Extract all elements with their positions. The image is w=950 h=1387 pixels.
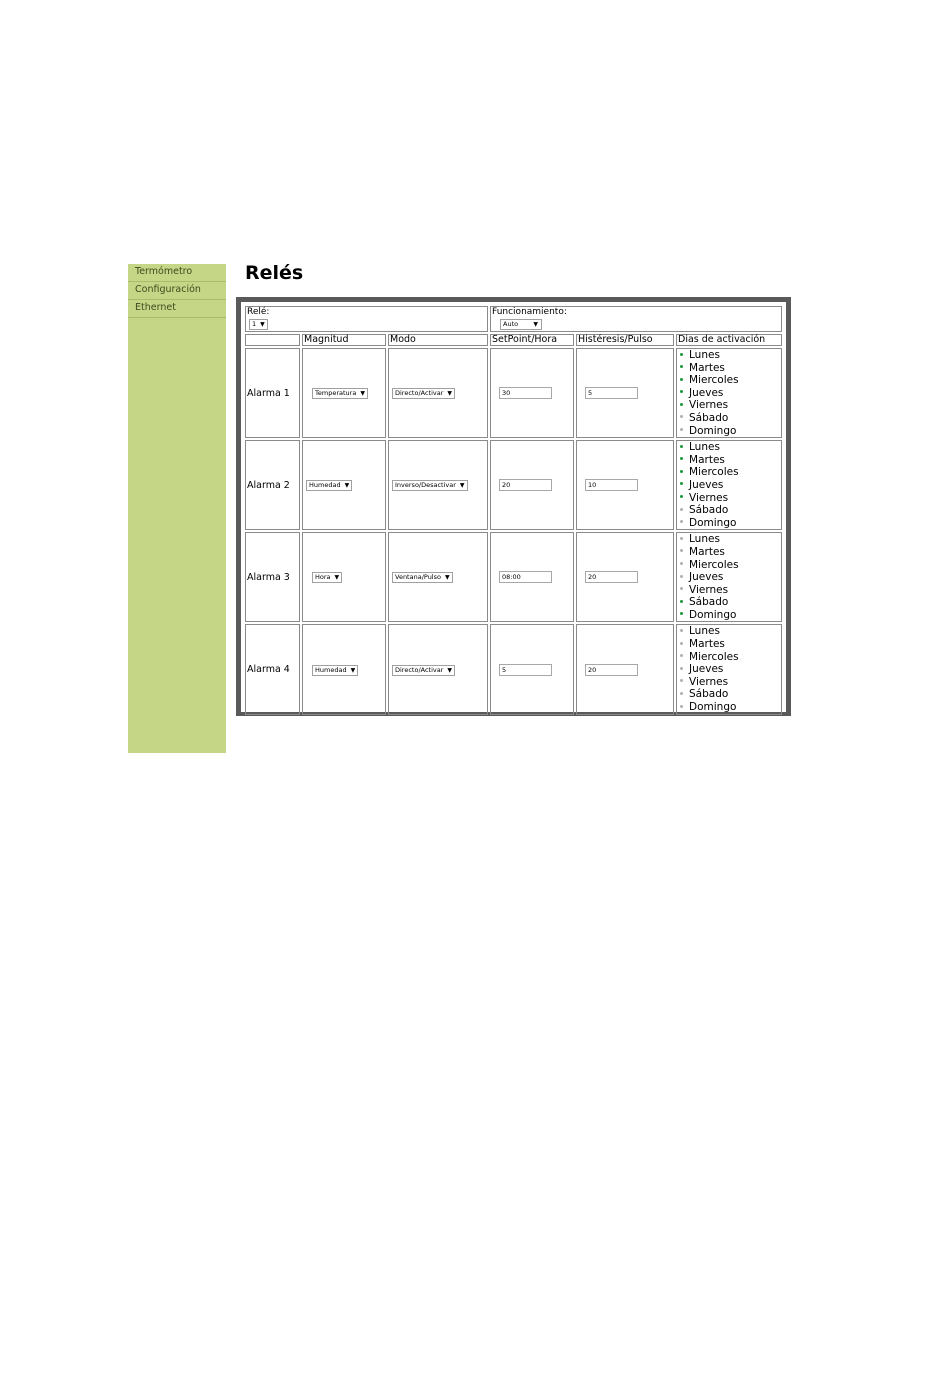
nav-item-configuracion[interactable]: Configuración <box>128 282 226 300</box>
setpoint-input[interactable]: 20 <box>499 479 552 491</box>
magnitud-select[interactable] <box>306 480 352 491</box>
dropdown-arrow-icon: ▼ <box>447 666 453 674</box>
relay-select-value: 1 <box>252 320 257 328</box>
active-day-bullet-icon <box>680 365 683 368</box>
alarm-name: Alarma 4 <box>245 624 300 714</box>
active-day-bullet-icon <box>680 612 683 615</box>
modo-select-value: Inverso/Desactivar <box>395 481 456 490</box>
day-item[interactable] <box>680 349 780 362</box>
day-label: Miercoles <box>689 466 739 479</box>
histeresis-input[interactable]: 20 <box>585 664 638 676</box>
modo-select-value: Ventana/Pulso <box>395 573 441 582</box>
magnitud-select[interactable] <box>312 572 342 583</box>
dropdown-arrow-icon: ▼ <box>447 390 453 398</box>
alarm-name: Alarma 1 <box>245 348 300 438</box>
dropdown-arrow-icon: ▼ <box>533 321 539 328</box>
column-header-modo: Modo <box>388 334 488 346</box>
magnitud-select-value: Hora <box>315 573 331 582</box>
activation-days <box>676 532 782 622</box>
column-header-dias: Dias de activación <box>676 334 782 346</box>
days-list <box>678 625 780 713</box>
column-header-alarm <box>245 334 300 346</box>
magnitud-select-value: Humedad <box>315 665 347 674</box>
day-label: Sábado <box>689 596 729 609</box>
day-item[interactable] <box>680 651 780 664</box>
modo-select[interactable] <box>392 388 455 399</box>
inactive-day-bullet-icon <box>680 642 683 645</box>
relay-panel <box>236 297 791 716</box>
magnitud-select-value: Humedad <box>309 481 341 490</box>
active-day-bullet-icon <box>680 445 683 448</box>
day-item[interactable] <box>680 584 780 597</box>
page-title: Relés <box>245 262 304 284</box>
inactive-day-bullet-icon <box>680 537 683 540</box>
day-label: Martes <box>689 453 725 466</box>
relay-select[interactable] <box>249 319 268 330</box>
day-item[interactable] <box>680 609 780 622</box>
inactive-day-bullet-icon <box>680 629 683 632</box>
day-item[interactable] <box>680 571 780 584</box>
alarm-row <box>245 440 782 530</box>
day-label: Domingo <box>689 608 737 621</box>
day-item[interactable] <box>680 596 780 609</box>
day-item[interactable] <box>680 492 780 505</box>
day-item[interactable] <box>680 454 780 467</box>
day-label: Sábado <box>689 411 729 424</box>
day-item[interactable] <box>680 638 780 651</box>
day-label: Viernes <box>689 399 729 412</box>
active-day-bullet-icon <box>680 600 683 603</box>
day-label: Viernes <box>689 675 729 688</box>
day-label: Viernes <box>689 583 729 596</box>
dropdown-arrow-icon: ▼ <box>444 574 450 582</box>
inactive-day-bullet-icon <box>680 654 683 657</box>
setpoint-input[interactable]: 30 <box>499 387 552 399</box>
column-header-setpoint: SetPoint/Hora <box>490 334 574 346</box>
day-item[interactable] <box>680 663 780 676</box>
day-label: Martes <box>689 361 725 374</box>
day-item[interactable] <box>680 688 780 701</box>
day-label: Lunes <box>689 441 720 454</box>
active-day-bullet-icon <box>680 378 683 381</box>
day-item[interactable] <box>680 387 780 400</box>
inactive-day-bullet-icon <box>680 562 683 565</box>
magnitud-select[interactable] <box>312 665 358 676</box>
magnitud-select[interactable] <box>312 388 368 399</box>
day-item[interactable] <box>680 374 780 387</box>
dropdown-arrow-icon: ▼ <box>459 482 465 490</box>
alarm-name: Alarma 3 <box>245 532 300 622</box>
alarm-row <box>245 624 782 714</box>
day-label: Miercoles <box>689 558 739 571</box>
active-day-bullet-icon <box>680 495 683 498</box>
histeresis-input[interactable]: 20 <box>585 571 638 583</box>
alarm-row <box>245 532 782 622</box>
day-item[interactable] <box>680 701 780 714</box>
inactive-day-bullet-icon <box>680 549 683 552</box>
day-item[interactable] <box>680 479 780 492</box>
active-day-bullet-icon <box>680 470 683 473</box>
inactive-day-bullet-icon <box>680 575 683 578</box>
dropdown-arrow-icon: ▼ <box>360 390 365 398</box>
column-header-histeresis: Histéresis/Pulso <box>576 334 674 346</box>
nav-item-ethernet[interactable]: Ethernet <box>128 300 226 318</box>
inactive-day-bullet-icon <box>680 692 683 695</box>
inactive-day-bullet-icon <box>680 428 683 431</box>
day-item[interactable] <box>680 441 780 454</box>
active-day-bullet-icon <box>680 457 683 460</box>
day-label: Lunes <box>689 533 720 546</box>
inactive-day-bullet-icon <box>680 705 683 708</box>
modo-select[interactable] <box>392 665 455 676</box>
relay-cell <box>245 306 488 332</box>
histeresis-input[interactable]: 5 <box>585 387 638 399</box>
funcionamiento-cell <box>490 306 782 332</box>
funcionamiento-select[interactable] <box>500 319 542 330</box>
day-item[interactable] <box>680 533 780 546</box>
setpoint-input[interactable]: 5 <box>499 664 552 676</box>
table-header-row <box>245 334 782 346</box>
day-item[interactable] <box>680 412 780 425</box>
funcionamiento-label: Funcionamiento: <box>492 307 567 317</box>
activation-days <box>676 440 782 530</box>
day-item[interactable] <box>680 425 780 438</box>
day-item[interactable] <box>680 676 780 689</box>
active-day-bullet-icon <box>680 353 683 356</box>
day-item[interactable] <box>680 517 780 530</box>
histeresis-input[interactable]: 10 <box>585 479 638 491</box>
day-label: Sábado <box>689 504 729 517</box>
day-label: Jueves <box>689 386 724 399</box>
day-label: Martes <box>689 638 725 651</box>
alarms-table <box>243 304 784 717</box>
sidebar <box>128 264 226 753</box>
inactive-day-bullet-icon <box>680 520 683 523</box>
day-label: Jueves <box>689 571 724 584</box>
day-label: Martes <box>689 545 725 558</box>
relay-label: Relé: <box>247 307 270 317</box>
magnitud-select-value: Temperatura <box>315 389 357 398</box>
inactive-day-bullet-icon <box>680 667 683 670</box>
day-label: Domingo <box>689 516 737 529</box>
dropdown-arrow-icon: ▼ <box>260 321 265 328</box>
day-item[interactable] <box>680 625 780 638</box>
dropdown-arrow-icon: ▼ <box>350 666 356 674</box>
active-day-bullet-icon <box>680 482 683 485</box>
day-item[interactable] <box>680 466 780 479</box>
day-item[interactable] <box>680 504 780 517</box>
day-label: Lunes <box>689 625 720 638</box>
active-day-bullet-icon <box>680 403 683 406</box>
inactive-day-bullet-icon <box>680 508 683 511</box>
days-list <box>678 533 780 621</box>
day-label: Domingo <box>689 424 737 437</box>
days-list <box>678 441 780 529</box>
inactive-day-bullet-icon <box>680 679 683 682</box>
day-label: Sábado <box>689 688 729 701</box>
day-label: Miercoles <box>689 650 739 663</box>
active-day-bullet-icon <box>680 390 683 393</box>
inactive-day-bullet-icon <box>680 415 683 418</box>
day-label: Lunes <box>689 349 720 361</box>
modo-select[interactable] <box>392 572 453 583</box>
funcionamiento-select-value: Auto <box>503 320 519 328</box>
activation-days <box>676 624 782 714</box>
day-label: Viernes <box>689 491 729 504</box>
alarm-row <box>245 348 782 438</box>
activation-days <box>676 348 782 438</box>
column-header-magnitud: Magnitud <box>302 334 386 346</box>
day-label: Domingo <box>689 701 737 714</box>
modo-select-value: Directo/Activar <box>395 665 444 674</box>
dropdown-arrow-icon: ▼ <box>334 574 340 582</box>
day-item[interactable] <box>680 559 780 572</box>
inactive-day-bullet-icon <box>680 587 683 590</box>
days-list <box>678 349 780 437</box>
dropdown-arrow-icon: ▼ <box>344 482 350 490</box>
day-item[interactable] <box>680 399 780 412</box>
nav-item-termometro[interactable]: Termómetro <box>128 264 226 282</box>
alarm-name: Alarma 2 <box>245 440 300 530</box>
day-label: Jueves <box>689 478 724 491</box>
day-item[interactable] <box>680 546 780 559</box>
modo-select-value: Directo/Activar <box>395 389 444 398</box>
setpoint-input[interactable]: 08:00 <box>499 571 552 583</box>
day-label: Jueves <box>689 663 724 676</box>
day-label: Miercoles <box>689 374 739 387</box>
day-item[interactable] <box>680 362 780 375</box>
modo-select[interactable] <box>392 480 468 491</box>
